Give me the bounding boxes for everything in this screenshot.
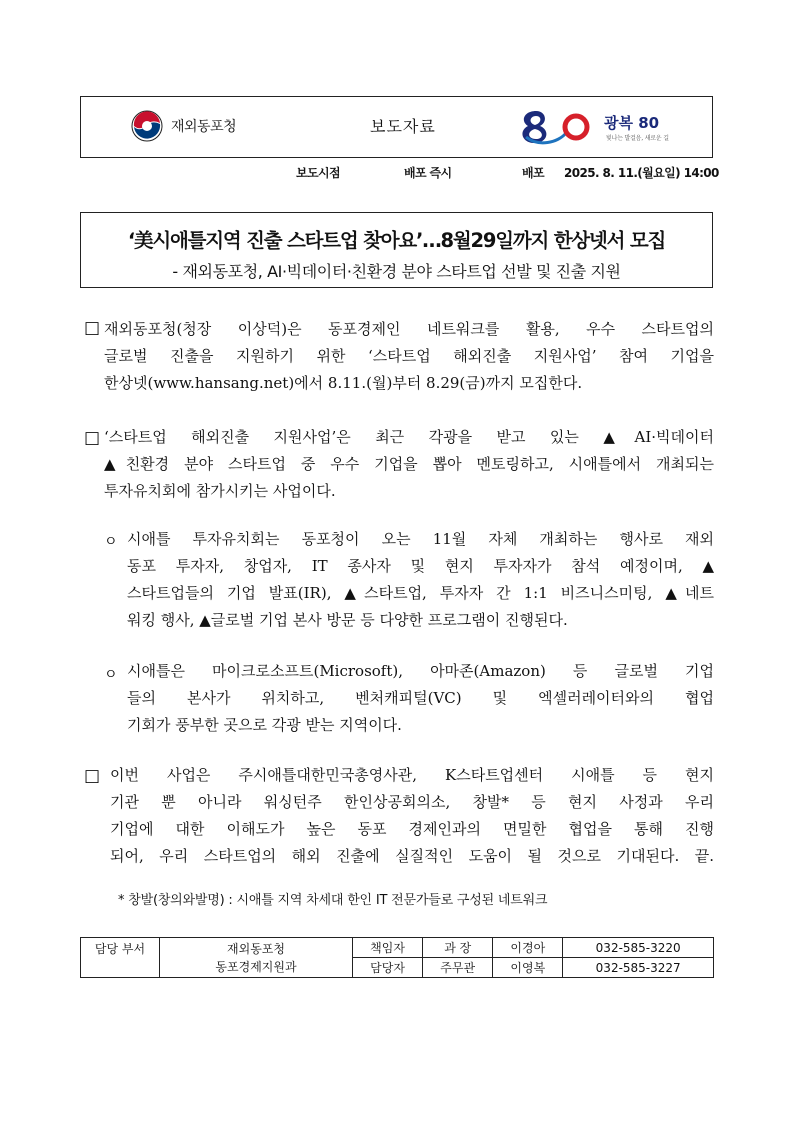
paragraph-1-line: 재외동포청(청장 이상덕)은 동포경제인 네트워크를 활용, 우수 스타트업의	[104, 320, 714, 338]
sub-item-1	[127, 526, 714, 634]
contact-title: 주무관	[423, 958, 493, 978]
sub-item-1-bullet: ㅇ	[104, 534, 118, 550]
sub-item-2	[127, 658, 714, 739]
contact-title: 과 장	[423, 938, 493, 958]
dept-cell	[160, 938, 353, 978]
liberation-80-slogan: 빛나는 발걸음, 새로운 길	[606, 135, 669, 142]
paragraph-2-line: ‘스타트업 해외진출 지원사업’은 최근 각광을 받고 있는 ▲AI·빅데이터	[104, 428, 714, 446]
dept-name: 재외동포청	[227, 941, 285, 956]
document-type-label: 보도자료	[370, 117, 436, 136]
contact-role: 담당자	[353, 958, 423, 978]
paragraph-1-line: 글로벌 진출을 지원하기 위한 ‘스타트업 해외진출 지원사업’ 참여 기업을	[104, 347, 714, 365]
sub-item-1-line: 시애틀 투자유치회는 동포청이 오는 11월 자체 개최하는 행사로 재외	[127, 530, 714, 548]
paragraph-3-line: 되어, 우리 스타트업의 해외 진출에 실질적인 도움이 될 것으로 기대된다. 끝.	[110, 847, 714, 865]
paragraph-1	[104, 316, 714, 397]
release-time-value: 배포 즉시	[404, 166, 452, 180]
paragraph-3-line: 이번 사업은 주시애틀대한민국총영사관, K스타트업센터 시애틀 등 현지	[110, 766, 714, 784]
contact-table	[80, 937, 714, 978]
paragraph-3	[110, 762, 714, 870]
headline: ‘美시애틀지역 진출 스타트업 찾아요’…8월29일까지 한상넷서 모집	[127, 229, 666, 252]
sub-item-1-line: 동포 투자자, 창업자, IT 종사자 및 현지 투자자가 참석 예정이며, ▲	[127, 557, 714, 575]
contact-row	[81, 938, 714, 958]
contact-role: 책임자	[353, 938, 423, 958]
paragraph-2-line: ▲친환경 분야 스타트업 중 우수 기업을 뽑아 멘토링하고, 시애틀에서 개최되는	[104, 455, 714, 473]
contact-phone: 032-585-3220	[563, 938, 714, 958]
sub-item-1-line: 워킹 행사, ▲글로벌 기업 본사 방문 등 다양한 프로그램이 진행된다.	[127, 611, 568, 629]
paragraph-2-line: 투자유치회에 참가시키는 사업이다.	[104, 482, 336, 500]
sub-item-2-bullet: ㅇ	[104, 667, 118, 683]
contact-phone: 032-585-3227	[563, 958, 714, 978]
dept-division: 동포경제지원과	[215, 959, 297, 974]
dept-label: 담당 부서	[81, 938, 160, 978]
sub-item-1-line: 스타트업들의 기업 발표(IR), ▲스타트업, 투자자 간 1:1 비즈니스미팅, ▲네트	[127, 584, 714, 602]
release-time-label: 보도시점	[296, 166, 340, 180]
liberation-80-title: 광복 80	[604, 114, 660, 132]
contact-name: 이경아	[493, 938, 563, 958]
release-date-label: 배포	[522, 166, 544, 180]
subheadline: - 재외동포청, AI·빅데이터·친환경 분야 스타트업 선발 및 진출 지원	[172, 262, 621, 281]
paragraph-3-line: 기관 뿐 아니라 워싱턴주 한인상공회의소, 창발* 등 현지 사정과 우리	[110, 793, 714, 811]
footnote: * 창발(창의와발명) : 시애틀 지역 차세대 한인 IT 전문가들로 구성된 네트워크	[118, 893, 548, 908]
agency-name: 재외동포청	[171, 119, 237, 135]
release-date-value: 2025. 8. 11.(월요일) 14:00	[564, 166, 719, 180]
government-emblem-icon	[130, 109, 164, 143]
sub-item-2-line: 들의 본사가 위치하고, 벤처캐피털(VC) 및 엑셀러레이터와의 협업	[127, 689, 714, 707]
paragraph-3-line: 기업에 대한 이해도가 높은 동포 경제인과의 면밀한 협업을 통해 진행	[110, 820, 714, 838]
contact-name: 이영복	[493, 958, 563, 978]
paragraph-1-line: 한상넷(www.hansang.net)에서 8.11.(월)부터 8.29(금)까지 모집한다.	[104, 374, 583, 392]
paragraph-1-bullet: □	[84, 318, 101, 338]
sub-item-2-line: 기회가 풍부한 곳으로 각광 받는 지역이다.	[127, 716, 402, 734]
paragraph-3-bullet: □	[84, 766, 101, 786]
sub-item-2-line: 시애틀은 마이크로소프트(Microsoft), 아마존(Amazon) 등 글로벌 기업	[127, 662, 714, 680]
paragraph-2-bullet: □	[84, 428, 101, 448]
liberation-80-logo-icon	[518, 107, 598, 147]
paragraph-2	[104, 424, 714, 505]
